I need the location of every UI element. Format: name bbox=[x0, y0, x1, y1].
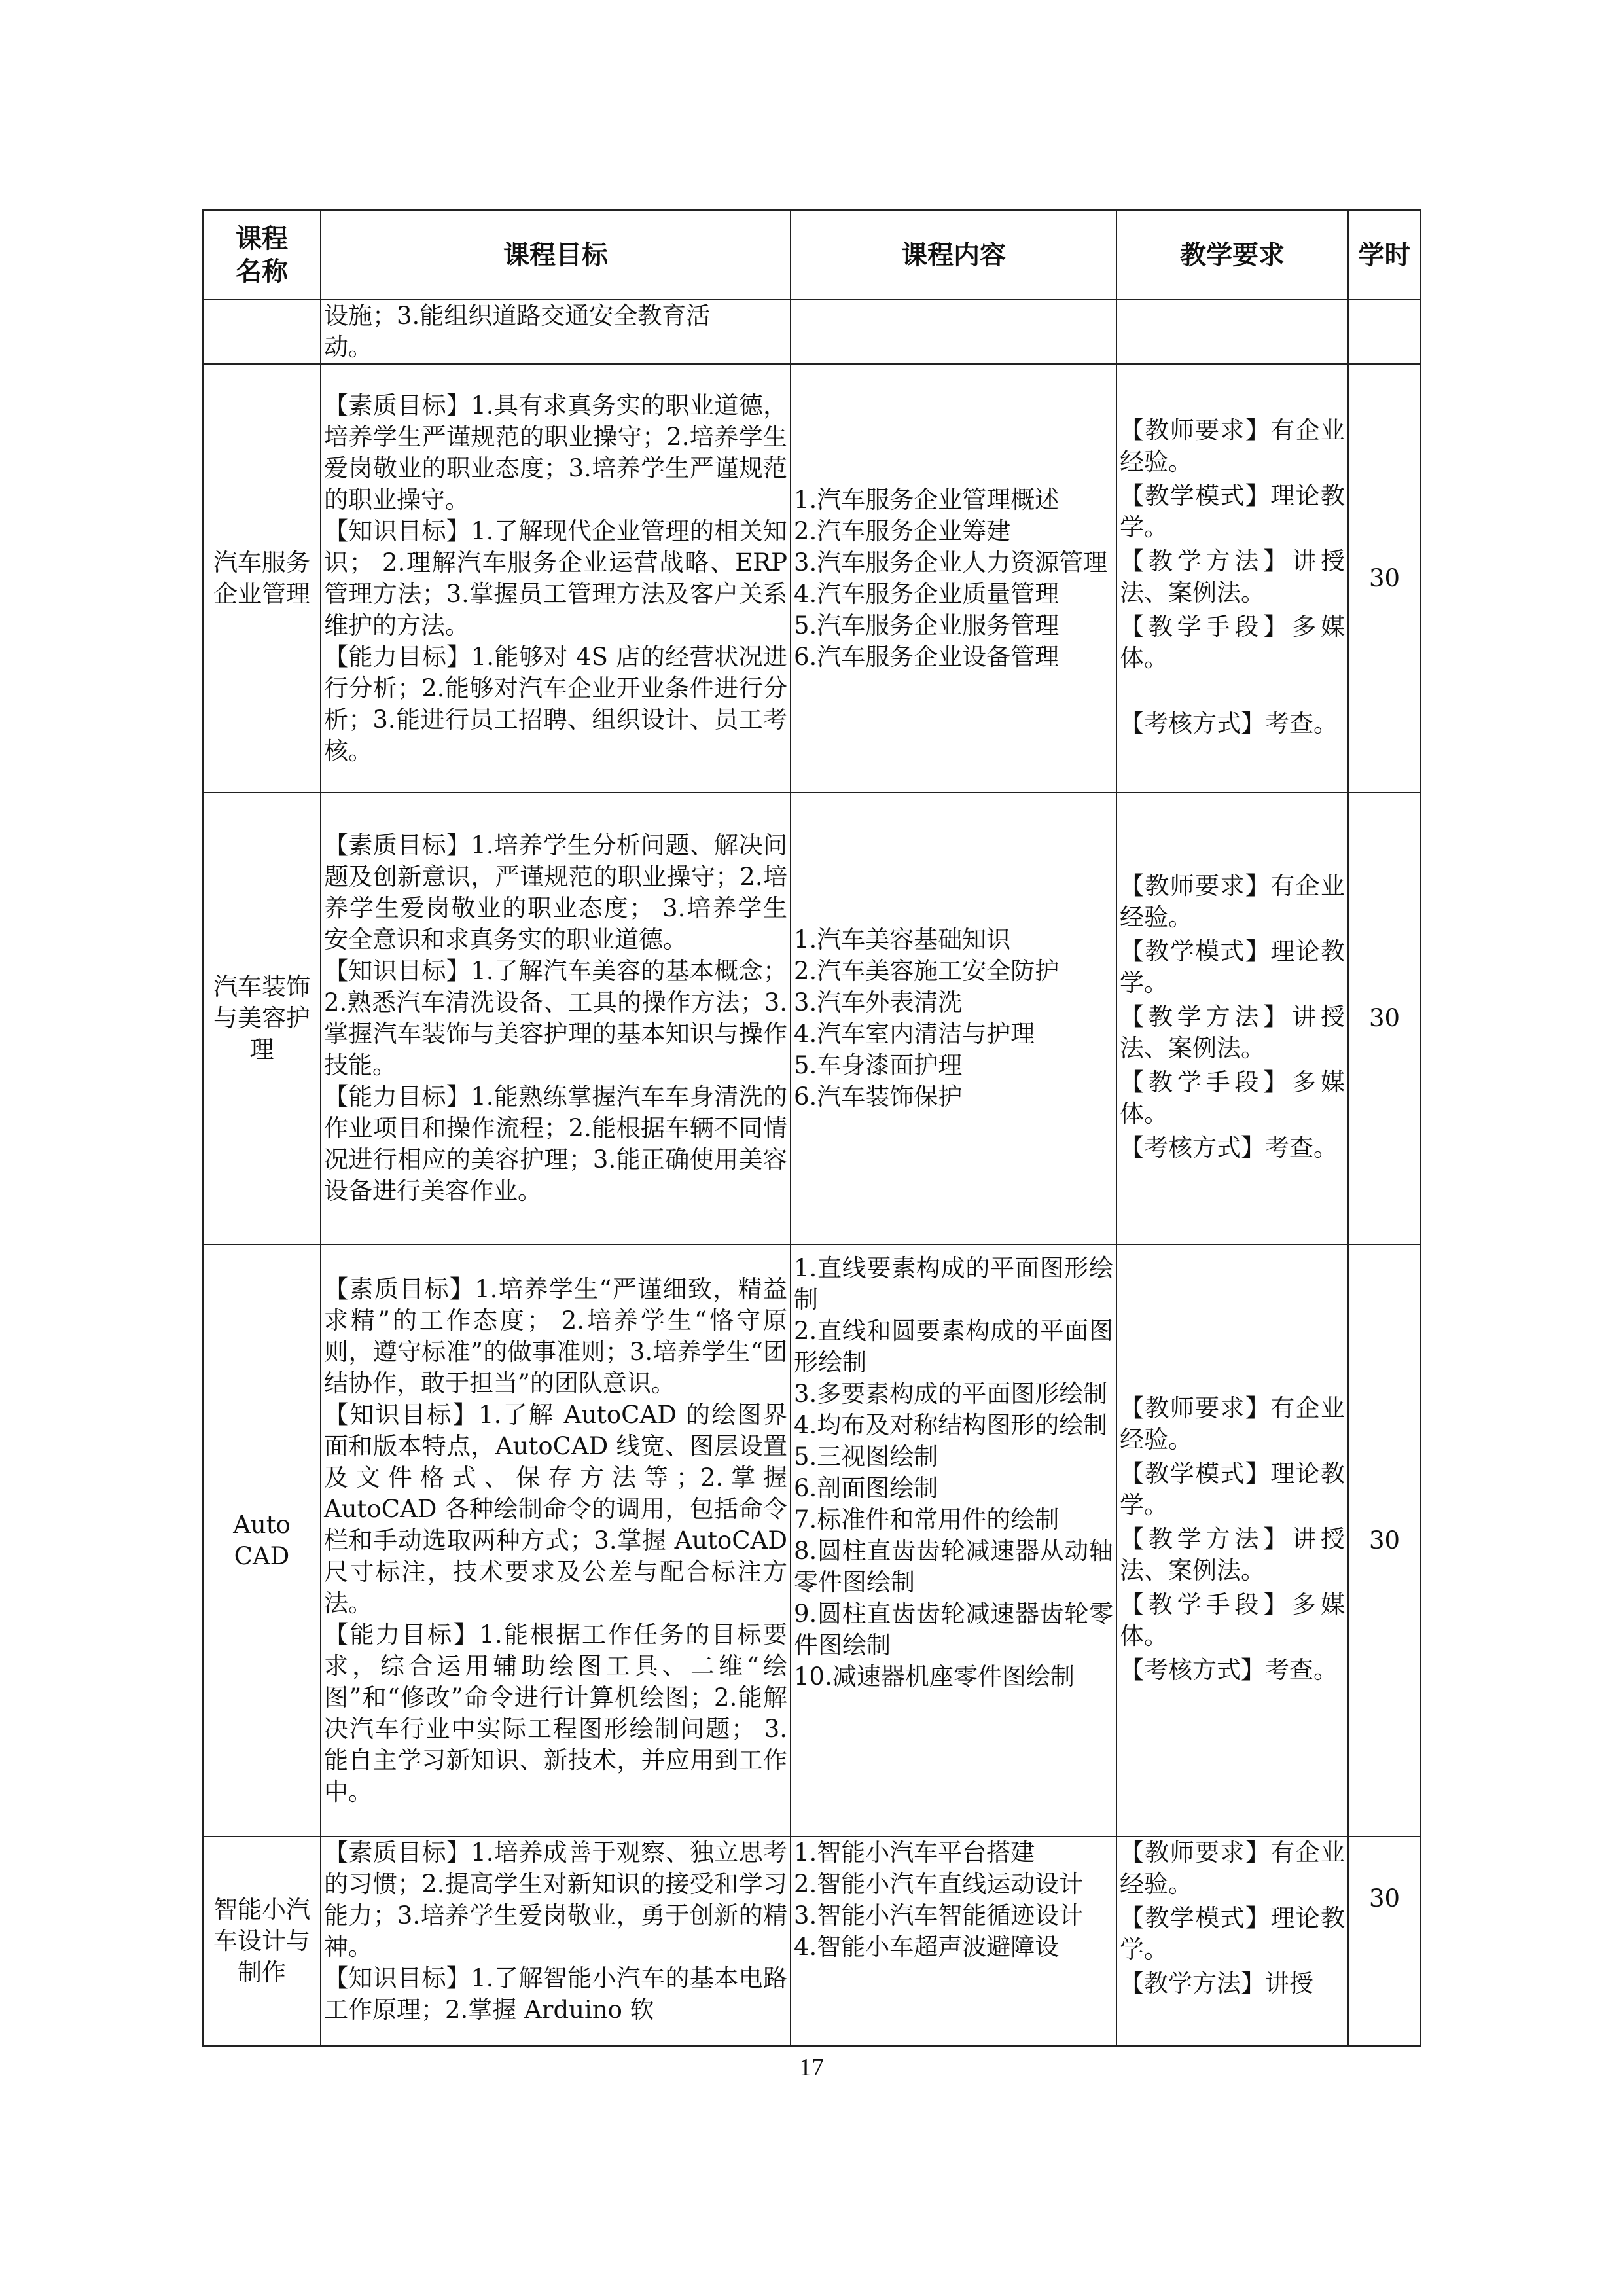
content-item: 4.均布及对称结构图形的绘制 bbox=[794, 1411, 1108, 1439]
content-item: 4.汽车室内清洁与护理 bbox=[794, 1020, 1035, 1048]
req-item: 【教学模式】理论教学。 bbox=[1120, 937, 1345, 997]
goal-paragraph: 【能力目标】1.能够对 4S 店的经营状况进行分析；2.能够对汽车企业开业条件进行分析；3.能进行员工招聘、组织设计、员工考核。 bbox=[324, 642, 787, 765]
goal-paragraph: 动。 bbox=[324, 333, 372, 361]
course-table bbox=[202, 209, 1421, 2047]
content-item: 4.智能小车超声波避障设 bbox=[794, 1933, 1060, 1961]
course-content-cell bbox=[791, 1837, 1116, 2046]
req-item: 【教学方法】讲授法、案例法。 bbox=[1120, 1003, 1345, 1062]
req-item: 【教学模式】理论教学。 bbox=[1120, 1459, 1345, 1519]
content-item: 1.汽车美容基础知识 bbox=[794, 925, 1011, 954]
req-item: 【教学方法】讲授法、案例法。 bbox=[1120, 1524, 1345, 1585]
content-item: 1.智能小汽车平台搭建 bbox=[794, 1839, 1035, 1867]
goal-paragraph: 【知识目标】1.了解汽车美容的基本概念；2.熟悉汽车清洗设备、工具的操作方法；3.掌握汽车装饰与美容护理的基本知识与操作技能。 bbox=[324, 957, 787, 1079]
header-row bbox=[203, 210, 1421, 300]
req-item: 【教学手段】多媒体。 bbox=[1120, 612, 1345, 672]
goal-paragraph: 【素质目标】1.培养成善于观察、独立思考的习惯；2.提高学生对新知识的接受和学习能力；3.培养学生爱岗敬业，勇于创新的精神。 bbox=[324, 1839, 787, 1961]
goal-paragraph: 【能力目标】1.能根据工作任务的目标要求，综合运用辅助绘图工具、二维“绘图”和“修改”命令进行计算机绘图；2.能解决汽车行业中实际工程图形绘制问题； 3.能自主学习新知识、新技术，并应用到工作中。 bbox=[324, 1620, 787, 1806]
content-item: 6.汽车服务企业设备管理 bbox=[794, 642, 1060, 671]
teaching-req-cell bbox=[1116, 364, 1348, 793]
req-item: 【教学方法】讲授 bbox=[1120, 1969, 1313, 1998]
teaching-req-cell bbox=[1116, 793, 1348, 1244]
content-item: 5.三视图绘制 bbox=[794, 1443, 938, 1471]
header-course-content: 课程内容 bbox=[791, 210, 1116, 300]
req-item: 【考核方式】考查。 bbox=[1120, 1134, 1338, 1162]
header-course-goal: 课程目标 bbox=[321, 210, 791, 300]
content-item: 3.多要素构成的平面图形绘制 bbox=[794, 1380, 1108, 1408]
hours-cell bbox=[1348, 793, 1421, 1244]
req-item: 【教学方法】讲授法、案例法。 bbox=[1120, 547, 1345, 607]
teaching-req-cell bbox=[1116, 300, 1348, 364]
req-spacer bbox=[1120, 677, 1345, 708]
hours-cell bbox=[1348, 1837, 1421, 2046]
hours-value: 30 bbox=[1368, 1884, 1400, 1912]
content-item: 5.汽车服务企业服务管理 bbox=[794, 611, 1060, 639]
course-goal-cell bbox=[321, 300, 791, 364]
table-row bbox=[203, 1837, 1421, 2046]
course-goal-cell bbox=[321, 1837, 791, 2046]
content-item: 9.圆柱直齿齿轮减速器齿轮零件图绘制 bbox=[794, 1600, 1113, 1659]
course-goal-cell bbox=[321, 1244, 795, 1837]
course-content-cell bbox=[791, 300, 1116, 364]
req-item: 【考核方式】考查。 bbox=[1120, 709, 1338, 738]
req-item: 【教学手段】多媒体。 bbox=[1120, 1068, 1345, 1128]
goal-paragraph: 【知识目标】1.了解 AutoCAD 的绘图界面和版本特点，AutoCAD 线宽、图层设置及文件格式、保存方法等；2.掌握 AutoCAD 各种绘制命令的调用，包括命令栏和手动选取两种方式；3.掌握 AutoCAD 尺寸标注，技术要求及公差与配合标注方法。 bbox=[324, 1400, 795, 1617]
content-item: 10.减速器机座零件图绘制 bbox=[794, 1662, 1075, 1691]
table-row bbox=[203, 364, 1421, 793]
content-item: 1.直线要素构成的平面图形绘制 bbox=[794, 1254, 1113, 1314]
hours-value: 30 bbox=[1368, 564, 1400, 592]
hours-cell bbox=[1348, 364, 1421, 793]
course-content-cell bbox=[791, 1244, 1116, 1837]
teaching-req-cell bbox=[1116, 1244, 1348, 1837]
content-item: 2.直线和圆要素构成的平面图形绘制 bbox=[794, 1317, 1113, 1376]
course-content-cell bbox=[791, 364, 1116, 793]
goal-paragraph: 【知识目标】1.了解智能小汽车的基本电路工作原理；2.掌握 Arduino 软 bbox=[324, 1964, 787, 2024]
table-row bbox=[203, 300, 1421, 364]
goal-paragraph: 【素质目标】1.培养学生分析问题、解决问题及创新意识，严谨规范的职业操守；2.培养学生爱岗敬业的职业态度； 3.培养学生安全意识和求真务实的职业道德。 bbox=[324, 831, 787, 954]
content-item: 6.剖面图绘制 bbox=[794, 1474, 938, 1502]
table-row bbox=[203, 793, 1421, 1244]
goal-paragraph: 【知识目标】1.了解现代企业管理的相关知识； 2.理解汽车服务企业运营战略、ERP 管理方法；3.掌握员工管理方法及客户关系维护的方法。 bbox=[324, 516, 795, 639]
content-item: 2.汽车服务企业筹建 bbox=[794, 516, 1011, 545]
goal-paragraph: 设施；3.能组织道路交通安全教育活 bbox=[324, 302, 711, 330]
course-name-cell bbox=[203, 793, 321, 1244]
course-goal-cell bbox=[321, 793, 791, 1244]
req-item: 【教师要求】有企业经验。 bbox=[1120, 1393, 1345, 1454]
goal-paragraph: 【素质目标】1.培养学生“严谨细致，精益求精”的工作态度； 2.培养学生“恪守原则，遵守标准”的做事准则；3.培养学生“团结协作，敢于担当”的团队意识。 bbox=[324, 1274, 787, 1397]
content-item: 8.圆柱直齿齿轮减速器从动轴零件图绘制 bbox=[794, 1537, 1113, 1596]
content-item: 1.汽车服务企业管理概述 bbox=[794, 485, 1060, 514]
course-name: 汽车服务企业管理 bbox=[213, 548, 310, 608]
hours-cell bbox=[1348, 1244, 1421, 1837]
content-item: 4.汽车服务企业质量管理 bbox=[794, 579, 1060, 608]
content-item: 3.汽车外表清洗 bbox=[794, 988, 963, 1016]
content-item: 7.标准件和常用件的绘制 bbox=[794, 1505, 1060, 1534]
content-item: 5.车身漆面护理 bbox=[794, 1051, 963, 1079]
content-item: 6.汽车装饰保护 bbox=[794, 1083, 963, 1111]
req-item: 【教学模式】理论教学。 bbox=[1120, 481, 1345, 541]
page-number: 17 bbox=[799, 2054, 824, 2081]
course-name: 智能小汽车设计与制作 bbox=[213, 1895, 310, 1986]
course-content-cell bbox=[791, 793, 1116, 1244]
content-item: 2.智能小汽车直线运动设计 bbox=[794, 1870, 1084, 1898]
course-name-cell bbox=[203, 1244, 321, 1837]
course-name: 汽车装饰与美容护理 bbox=[213, 973, 310, 1064]
teaching-req-cell bbox=[1116, 1837, 1348, 2046]
req-item: 【教师要求】有企业经验。 bbox=[1120, 1839, 1345, 1898]
header-course-name: 课程 名称 bbox=[203, 210, 321, 300]
content-item: 2.汽车美容施工安全防护 bbox=[794, 957, 1060, 985]
req-item: 【教师要求】有企业经验。 bbox=[1120, 416, 1345, 476]
goal-paragraph: 【能力目标】1.能熟练掌握汽车车身清洗的作业项目和操作流程；2.能根据车辆不同情况进行相应的美容护理；3.能正确使用美容设备进行美容作业。 bbox=[324, 1083, 787, 1205]
goal-paragraph: 【素质目标】1.具有求真务实的职业道德，培养学生严谨规范的职业操守；2.培养学生爱岗敬业的职业态度；3.培养学生严谨规范的职业操守。 bbox=[324, 391, 787, 514]
course-name-cell bbox=[203, 364, 321, 793]
content-item: 3.智能小汽车智能循迹设计 bbox=[794, 1901, 1084, 1929]
req-item: 【教学模式】理论教学。 bbox=[1120, 1904, 1345, 1964]
req-item: 【教师要求】有企业经验。 bbox=[1120, 872, 1345, 931]
course-name-cell bbox=[203, 300, 321, 364]
hours-value: 30 bbox=[1368, 1004, 1400, 1032]
hours-cell bbox=[1348, 300, 1421, 364]
course-name-cell bbox=[203, 1837, 321, 2046]
header-teaching-req: 教学要求 bbox=[1116, 210, 1348, 300]
course-name: Auto CAD bbox=[233, 1510, 291, 1570]
course-goal-cell bbox=[321, 364, 795, 793]
hours-value: 30 bbox=[1368, 1526, 1400, 1554]
content-item: 3.汽车服务企业人力资源管理 bbox=[794, 548, 1108, 577]
header-hours: 学时 bbox=[1348, 210, 1421, 300]
req-item: 【教学手段】多媒体。 bbox=[1120, 1590, 1345, 1650]
table-row bbox=[203, 1244, 1421, 1837]
req-item: 【考核方式】考查。 bbox=[1120, 1655, 1338, 1684]
